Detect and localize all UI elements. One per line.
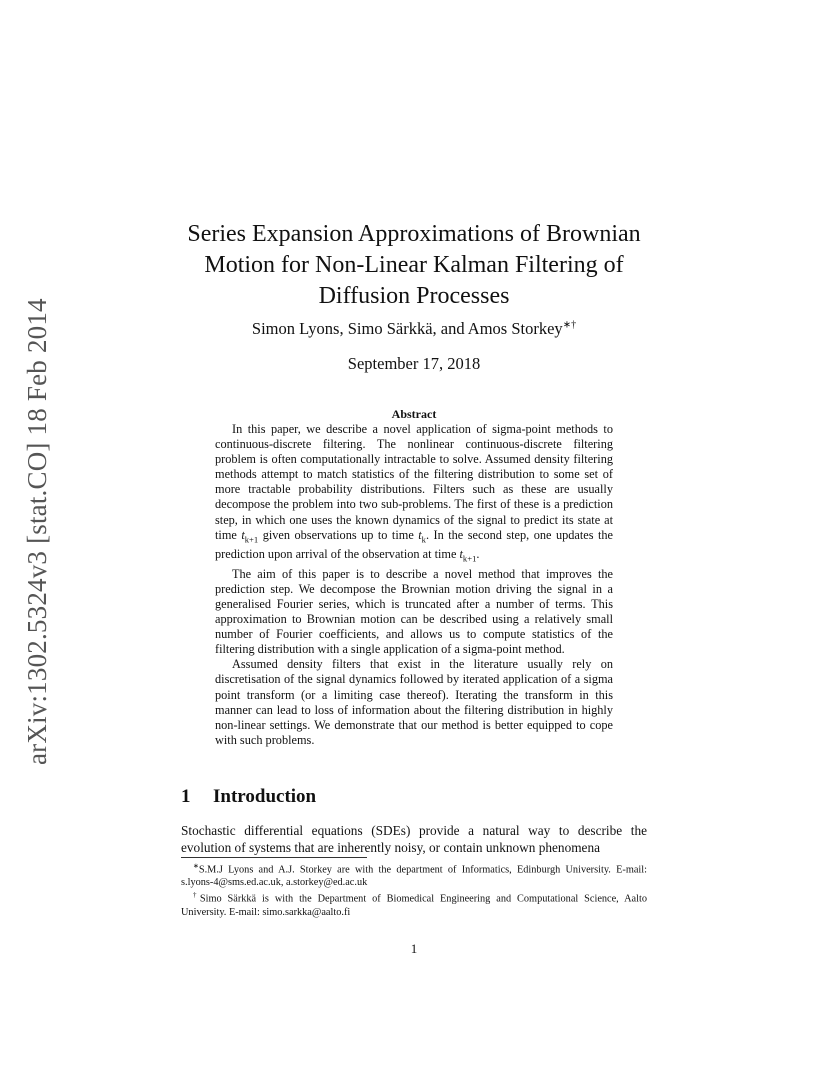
footnote bbox=[181, 860, 647, 889]
paper-title: Series Expansion Approximations of Brownian Motion for Non-Linear Kalman Filtering of Diffusion Processes bbox=[187, 221, 641, 309]
section-number: 1 bbox=[181, 786, 191, 807]
section-body-text: Stochastic differential equations (SDEs) provide a natural way to describe the evolution of systems that are inherently noisy, or contain unknown phenomena bbox=[181, 823, 647, 855]
footnotes bbox=[181, 860, 647, 919]
footnote-mark: † bbox=[193, 891, 200, 900]
footnote-divider bbox=[181, 857, 367, 858]
abstract-heading: Abstract bbox=[391, 407, 437, 421]
arxiv-identifier: arXiv:1302.5324v3 [stat.CO] 18 Feb 2014 bbox=[22, 298, 52, 765]
section-title: Introduction bbox=[213, 786, 317, 807]
page-number: 1 bbox=[410, 941, 418, 956]
footnote-mark: ∗ bbox=[193, 862, 199, 870]
footnote bbox=[181, 889, 647, 918]
abstract-paragraph: In this paper, we describe a novel application of sigma-point methods to continuous-discrete filtering. The nonlinear continuous-discrete filtering problem is often computationally intractable to solve. Assumed density filtering methods attempt to match statistics of the filtering distribution to some set of more tractable probability distributions. Filters such as these are usually decompose the problem into two sub-problems. The first of these is a prediction step, in which one uses the known dynamics of the signal to predict its state at time $t_{k+1}$ given observations up to time $t_k$. In the second step, one updates the prediction upon arrival of the observation at time $t_{k+1}$. bbox=[215, 422, 613, 564]
author-names: Simon Lyons, Simo Särkkä, and Amos Storkey bbox=[251, 319, 563, 338]
paper-date: September 17, 2018 bbox=[347, 354, 481, 373]
author-line bbox=[160, 319, 668, 339]
section-heading bbox=[181, 786, 316, 808]
author-footnote-mark: ∗† bbox=[562, 319, 577, 331]
abstract-paragraph: The aim of this paper is to describe a novel method that improves the prediction step. We decompose the Brownian motion driving the signal in a generalised Fourier series, which is truncated after a number of terms. This approximation to Brownian motion can be described using a relatively small number of Fourier coefficients, and allows us to compute statistics of the filtering distribution with a single application of a sigma-point method. bbox=[215, 566, 613, 657]
footnote-text: Simo Särkkä is with the Department of Biomedical Engineering and Computational Science, Aalto University. E-mail: simo.sarkka@aalto.fi bbox=[181, 893, 647, 918]
abstract-paragraph: Assumed density filters that exist in the literature usually rely on discretisation of the signal dynamics followed by iterated application of a sigma point transform (or a limiting case thereof). Iterating the transform in this manner can lead to loss of information about the filtering distribution in highly non-linear settings. We demonstrate that our method is better equipped to cope with such problems. bbox=[215, 657, 613, 747]
abstract-body bbox=[215, 422, 613, 748]
footnote-text: S.M.J Lyons and A.J. Storkey are with the department of Informatics, Edinburgh University. E-mail: s.lyons-4@sms.ed.ac.uk, a.storkey@ed.ac.uk bbox=[181, 864, 647, 889]
